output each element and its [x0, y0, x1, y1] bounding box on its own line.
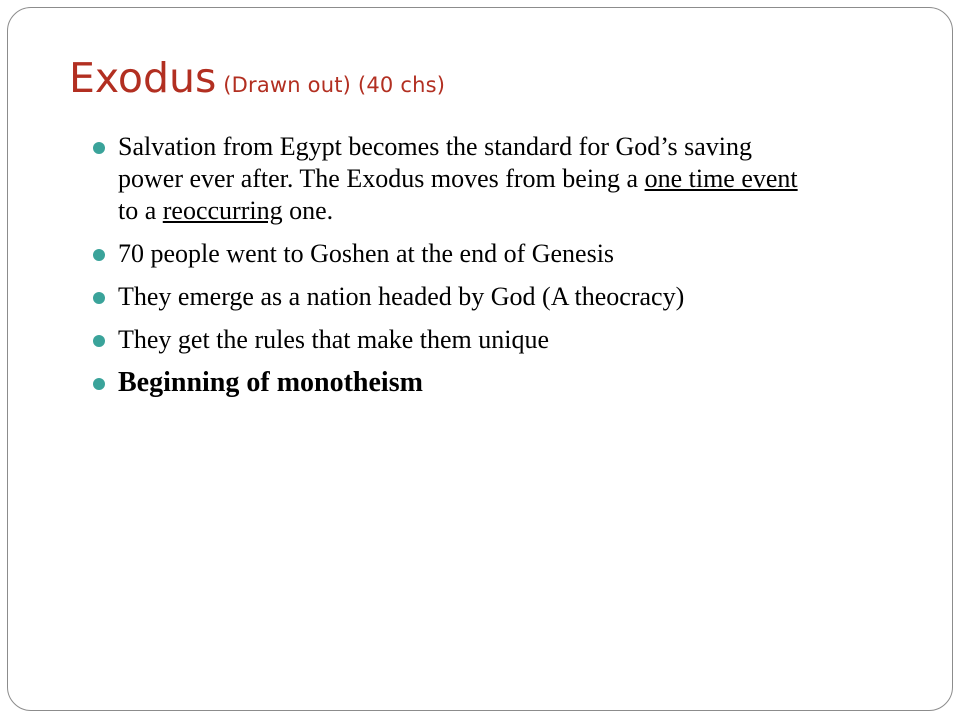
title-subtitle: (Drawn out) (40 chs) [216, 73, 446, 97]
title-main: Exodus [69, 54, 217, 102]
underlined-text: one time event [644, 164, 798, 193]
list-item [93, 367, 813, 399]
slide-title [69, 54, 446, 102]
bullet-dot-icon [93, 335, 105, 347]
bullet-text: 70 people went to Goshen at the end of Genesis [118, 239, 615, 268]
bullet-text: They emerge as a nation headed by God (A theocracy) [118, 282, 685, 311]
list-item [93, 324, 813, 356]
bullet-text: one. [282, 196, 334, 225]
list-item [93, 238, 813, 270]
bullet-text: Beginning of monotheism [118, 367, 423, 398]
underlined-text: reoccurring [162, 196, 283, 225]
bullet-text: to a [118, 196, 163, 225]
bullet-dot-icon [93, 142, 105, 154]
bullet-dot-icon [93, 292, 105, 304]
bullet-text: They get the rules that make them unique [118, 325, 550, 354]
bullet-list [93, 131, 813, 410]
list-item [93, 281, 813, 313]
bullet-text: Salvation from Egypt becomes the standard for God’s saving power ever after. The Exodus moves from being a [118, 132, 752, 193]
list-item [93, 131, 813, 227]
bullet-dot-icon [93, 378, 105, 390]
bullet-dot-icon [93, 249, 105, 261]
